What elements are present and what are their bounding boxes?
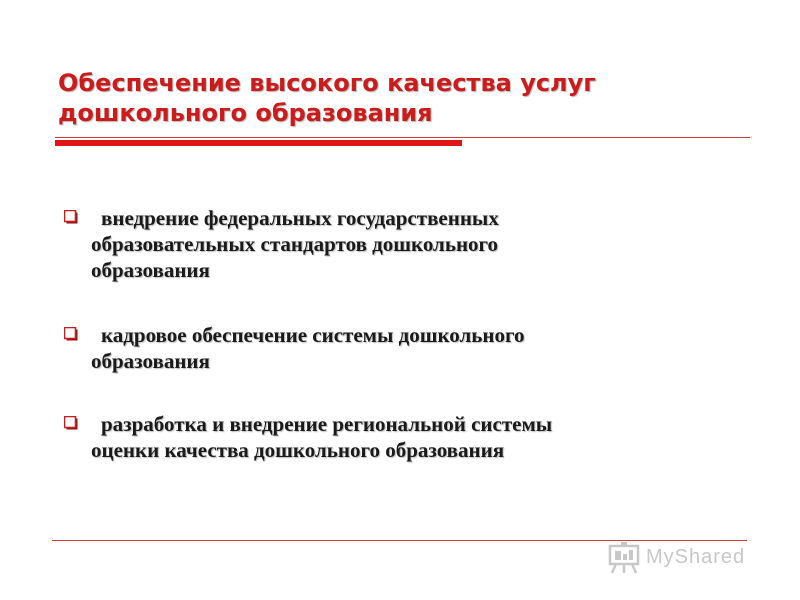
bullet-line: оценки качества дошкольного образования — [91, 438, 505, 462]
bullet-text — [91, 322, 741, 374]
checkbox-bullet-icon — [64, 210, 78, 224]
bullet-line: образования — [91, 349, 210, 373]
watermark-logo — [606, 540, 766, 576]
bullet-text — [91, 411, 741, 463]
checkbox-bullet-icon — [64, 327, 78, 341]
presentation-board-icon — [606, 540, 642, 576]
slide-title-line-1: Обеспечение высокого качества услуг — [58, 69, 596, 97]
bullet-line: образования — [91, 258, 210, 282]
watermark-text: MyShared — [646, 546, 746, 568]
bullet-line: разработка и внедрение региональной системы — [101, 412, 553, 436]
bullet-line: внедрение федеральных государственных — [101, 206, 499, 230]
slide-title-line-2: дошкольного образования — [58, 99, 433, 127]
bullet-text — [91, 205, 741, 283]
bullet-line: кадровое обеспечение системы дошкольного — [101, 323, 525, 347]
checkbox-bullet-icon — [64, 416, 78, 430]
bullet-line: образовательных стандартов дошкольного — [91, 232, 499, 256]
